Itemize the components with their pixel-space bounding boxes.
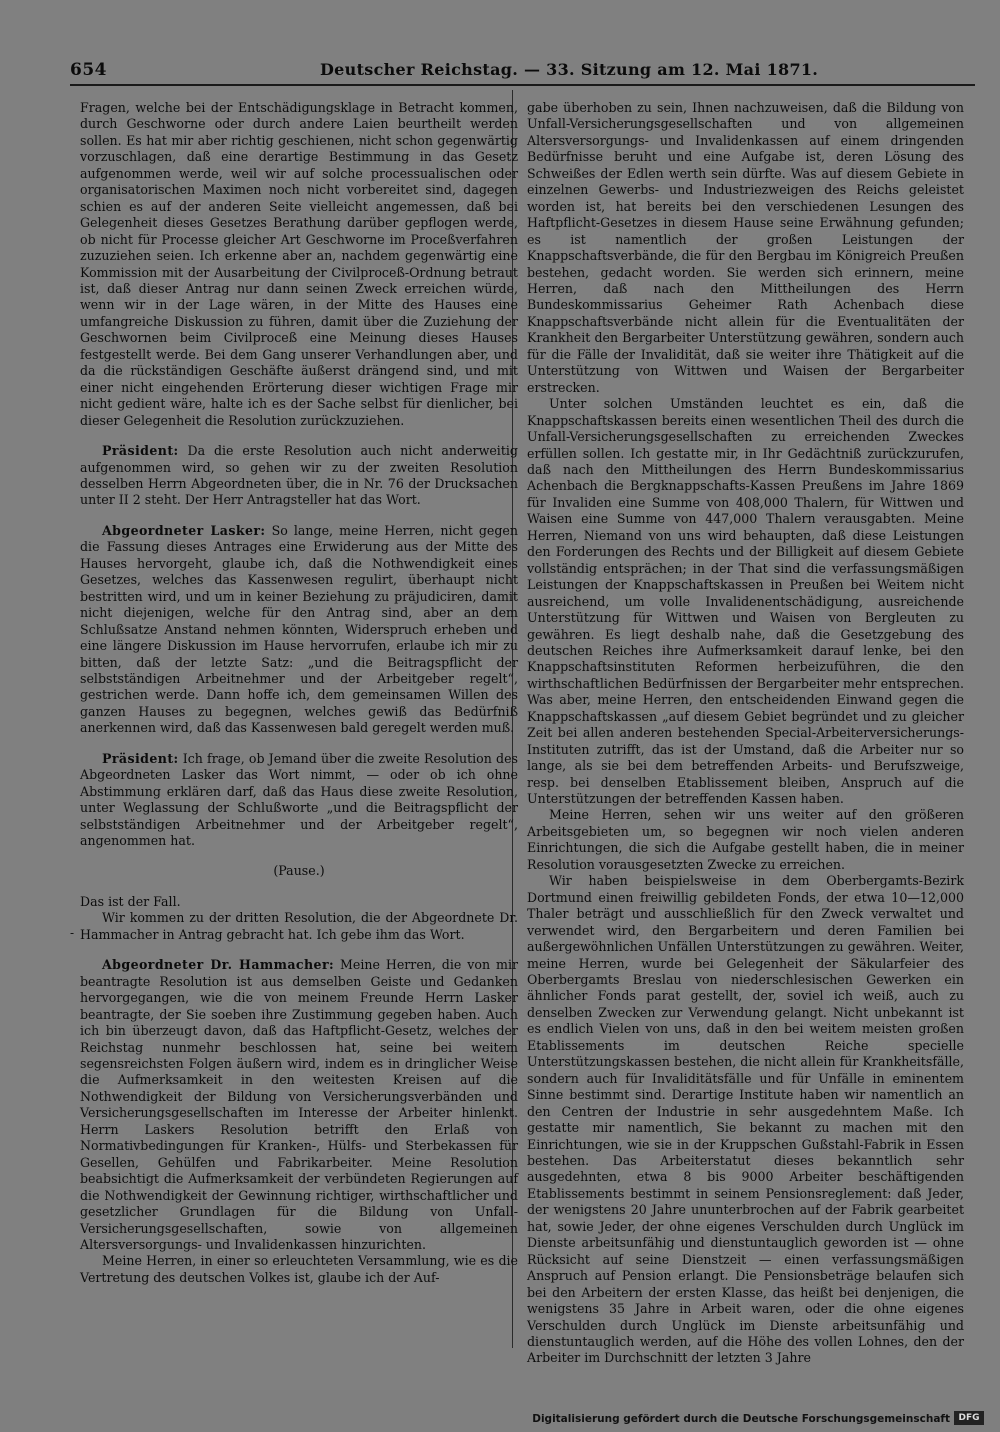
right-column xyxy=(527,100,964,1367)
margin-mark: - xyxy=(70,926,75,940)
paragraph xyxy=(80,957,518,1253)
digitization-credit: Digitalisierung gefördert durch die Deutsche Forschungsgemeinschaft xyxy=(532,1413,950,1425)
paragraph-text: Meine Herren, sehen wir uns weiter auf den größeren Arbeitsgebieten um, so begegnen wir noch vielen anderen Einrichtungen, die sich die Aufgabe gestellt haben, die in meiner Resolution vorausgesetzten Zwecke zu erreichen. xyxy=(527,807,964,872)
dfg-logo: DFG xyxy=(954,1411,984,1425)
speaker-name: Abgeordneter Lasker: xyxy=(102,522,266,538)
header-rule xyxy=(70,84,975,86)
paragraph-text: Meine Herren, in einer so erleuchteten Versammlung, wie es die Vertretung des deutschen Volkes ist, glaube ich der Auf- xyxy=(80,1253,518,1285)
paragraph-text: (Pause.) xyxy=(273,863,325,879)
speaker-name: Präsident: xyxy=(102,750,179,766)
paragraph-text: Fragen, welche bei der Entschädigungsklage in Betracht kommen, durch Geschworne oder durch andere Laien beurtheilt werden sollen. Es hat mir aber richtig geschienen, nicht schon gegenwärtig vorzuschlagen, daß eine derartige Bestimmung in das Gesetz aufgenommen werde, weil wir auf solche processualischen oder organisatorischen Maximen noch nicht vorbereitet sind, dagegen schien es auf der anderen Seite vielleicht angemessen, daß bei Gelegenheit dieses Gesetzes Berathung darüber gepflogen werde, ob nicht für Processe gleicher Art Geschworne im Proceßverfahren zuzuziehen seien. Ich erkenne aber an, nachdem gegenwärtig eine Kommission mit der Ausarbeitung der Civilproceß-Ordnung betraut ist, daß dieser Antrag nur dann seinen Zweck erreichen würde, wenn wir in der Lage wären, in der Mitte des Hauses eine umfangreiche Diskussion zu führen, damit über die Zuziehung der Geschwornen beim Civilproceß eine Meinung dieses Hauses festgestellt werde. Bei dem Gang unserer Verhandlungen aber, und da die rückständigen Geschäfte äußerst drängend sind, und mit einer nicht eingehenden Erörterung dieser wichtigen Frage mir nicht gedient wäre, halte ich es der Sache selbst für dienlicher, bei dieser Gelegenheit die Resolution zurückzuziehen. xyxy=(80,100,518,428)
paragraph-text: Meine Herren, die von mir beantragte Resolution ist aus demselben Geiste und Gedanken hervorgegangen, wie die von meinem Freunde Herrn Lasker beantragte, der Sie soeben ihre Zustimmung gegeben haben. Auch ich bin überzeugt davon, daß das Haftpflicht-Gesetz, welches der Reichstag nunmehr beschlossen hat, seine bei weitem segensreichsten Folgen äußern wird, indem es in dringlicher Weise die Aufmerksamkeit in den weitesten Kreisen auf die Nothwendigkeit der Bildung von Versicherungsverbänden und Versicherungsgesellschaften im Interesse der Arbeiter hinlenkt. Herrn Laskers Resolution betrifft den Erlaß von Normativbedingungen für Kranken-, Hülfs- und Sterbekassen für Gesellen, Gehülfen und Fabrikarbeiter. Meine Resolution beabsichtigt die Aufmerksamkeit der verbündeten Regierungen auf die Nothwendigkeit der Gewinnung richtiger, wirthschaftlicher und gesetzlicher Grundlagen für die Bildung von Unfall-Versicherungsgesellschaften, sowie von allgemeinen Altersversorgungs- und Invalidenkassen hinzurichten. xyxy=(80,957,518,1252)
paragraph xyxy=(80,894,518,910)
paragraph xyxy=(80,1253,518,1286)
paragraph-text: Unter solchen Umständen leuchtet es ein, daß die Knappschaftskassen bereits einen wesentlichen Theil des durch die Unfall-Versicherungsgesellschaften zu erreichenden Zweckes erfüllen sollen. Ich gestatte mir, in Ihr Gedächtniß zurückzurufen, daß nach den Mittheilungen des Herrn Bundeskommissarius Achenbach die Bergknappschafts-Kassen Preußens im Jahre 1869 für Invaliden eine Summe von 408,000 Thalern, für Wittwen und Waisen eine Summe von 447,000 Thalern verausgabten. Meine Herren, Niemand von uns wird behaupten, daß diese Leistungen den Forderungen des Rechts und der Billigkeit auf diesem Gebiete vollständig entsprächen; in der That sind die verfassungsmäßigen Leistungen der Knappschaftskassen in Preußen bei Weitem nicht ausreichend, um volle Invalidenentschädigung, ausreichende Unterstützung für Wittwen und Waisen von Bergleuten zu gewähren. Es liegt deshalb nahe, daß die Gesetzgebung des deutschen Reiches ihre Aufmerksamkeit darauf lenke, bei den Knappschaftsinstituten Reformen herbeizuführen, die den wirthschaftlichen Bedürfnissen der Bergarbeiter mehr entsprechen. Was aber, meine Herren, den entscheidenden Einwand gegen die Knappschaftskassen „auf diesem Gebiet begründet und zu gleicher Zeit bei allen anderen bestehenden Special-Arbeiterversicherungs-Instituten zutrifft, das ist der Umstand, daß die Arbeiter nur so lange, als sie bei dem betreffenden Arbeits- und Berufszweige, resp. bei denselben Etablissement bleiben, Anspruch auf die Unterstützungen der betreffenden Kassen haben. xyxy=(527,396,964,807)
paragraph-text: So lange, meine Herren, nicht gegen die Fassung dieses Antrages eine Erwiderung aus der Mitte des Hauses hervorgeht, glaube ich, daß die Nothwendigkeit eines Gesetzes, welches das Kassenwesen regulirt, überhaupt nicht bestritten wird, und um in keiner Beziehung zu präjudiciren, damit nicht diejenigen, welche für den Antrag sind, aber an dem Schlußsatze Anstand nehmen könnten, Widerspruch erheben und eine längere Diskussion im Hause hervorrufen, erlaube ich mir zu bitten, daß der letzte Satz: „und die Beitragspflicht der selbstständigen Arbeitnehmer und der Arbeitgeber regelt“, gestrichen werde. Dann hoffe ich, dem gemeinsamen Willen des ganzen Hauses zu begegnen, welches gewiß das Bedürfniß anerkennen wird, daß das Kassenwesen bald geregelt werden muß. xyxy=(80,522,518,736)
paragraph xyxy=(527,873,964,1367)
running-head: Deutscher Reichstag. — 33. Sitzung am 12. Mai 1871. xyxy=(320,60,819,79)
paragraph xyxy=(80,100,518,429)
page-number: 654 xyxy=(70,60,107,80)
paragraph-text: Wir haben beispielsweise in dem Oberbergamts-Bezirk Dortmund einen freiwillig gebildeten Fonds, der etwa 10—12,000 Thaler beträgt und ausschließlich für den Zweck verwaltet und verwendet wird, den Bergarbeitern und deren Familien bei außergewöhnlichen Unfällen Unterstützungen zu gewähren. Weiter, meine Herren, wurde bei Gelegenheit der Säkularfeier des Oberbergamts Breslau von niederschlesischen Gewerken ein ähnlicher Fonds parat gestellt, der, soviel ich weiß, auch zu denselben Zwecken zur Verwendung gelangt. Nicht unbekannt ist es endlich Vielen von uns, daß in den bei weitem meisten großen Etablissements im deutschen Reiche specielle Unterstützungskassen bestehen, die nicht allein für Krankheitsfälle, sondern auch für Invaliditätsfälle und für Unfälle in eminentem Sinne bestimmt sind. Derartige Institute haben wir namentlich an den Centren der Industrie in sehr ausgedehntem Maße. Ich gestatte mir namentlich, Sie bekannt zu machen mit den Einrichtungen, wie sie in der Kruppschen Gußstahl-Fabrik in Essen bestehen. Das Arbeiterstatut dieses bekanntlich sehr ausgedehnten, etwa 8 bis 9000 Arbeiter beschäftigenden Etablissements bestimmt in seinem Pensionsreglement: daß Jeder, der wenigstens 20 Jahre ununterbrochen auf der Fabrik gearbeitet hat, sowie Jeder, der ohne eigenes Verschulden durch Unglück im Dienste arbeitsunfähig und dienstuntauglich geworden ist — ohne Rücksicht auf seine Dienstzeit — einen verfassungsmäßigen Anspruch auf Pension erlangt. Die Pensionsbeträge belaufen sich bei den Arbeitern der ersten Klasse, das heißt bei denjenigen, die wenigstens 35 Jahre in Arbeit waren, oder die ohne eigenes Verschulden durch Unglück im Dienste arbeitsunfähig und dienstuntauglich werden, auf die Höhe des vollen Lohnes, den der Arbeiter im Durchschnitt der letzten 3 Jahre xyxy=(527,873,964,1366)
paragraph xyxy=(80,751,518,850)
speaker-name: Präsident: xyxy=(102,443,179,459)
paragraph-text: Da die erste Resolution auch nicht anderweitig aufgenommen wird, so gehen wir zu der zweiten Resolution desselben Herrn Abgeordneten über, die in Nr. 76 der Drucksachen unter II 2 steht. Der Herr Antragsteller hat das Wort. xyxy=(80,443,518,508)
paragraph xyxy=(80,443,518,509)
paragraph-text: gabe überhoben zu sein, Ihnen nachzuweisen, daß die Bildung von Unfall-Versicherungsgesellschaften und von allgemeinen Altersversorgungs- und Invalidenkassen auf einem dringenden Bedürfnisse beruht und eine Aufgabe ist, deren Lösung des Schweißes der Edlen werth sein dürfte. Was auf diesem Gebiete in einzelnen Gewerbs- und Industriezweigen des Reichs geleistet worden ist, hat bereits bei den verschiedenen Lesungen des Haftpflicht-Gesetzes in diesem Hause seine Erwähnung gefunden; es ist namentlich der großen Leistungen der Knappschaftsverbände, die für den Bergbau im Königreich Preußen bestehen, gedacht worden. Sie werden sich erinnern, meine Herren, daß nach den Mittheilungen des Herrn Bundeskommissarius Geheimer Rath Achenbach diese Knappschaftsverbände nicht allein für die Eventualitäten der Krankheit den Bergarbeiter Unterstützung gewähren, sondern auch für die Fälle der Invalidität, daß sie weiter ihre Thätigkeit auf die Unterstützung von Wittwen und Waisen der Bergarbeiter erstrecken. xyxy=(527,100,964,395)
paragraph xyxy=(80,863,518,879)
paragraph-text: Das ist der Fall. xyxy=(80,893,181,909)
paragraph-text: Wir kommen zu der dritten Resolution, die der Abgeordnete Dr. Hammacher in Antrag gebracht hat. Ich gebe ihm das Wort. xyxy=(80,910,518,942)
paragraph xyxy=(527,396,964,807)
left-column xyxy=(80,100,518,1286)
paragraph xyxy=(80,523,518,737)
paragraph xyxy=(527,807,964,873)
paragraph xyxy=(527,100,964,396)
paragraph-text: Ich frage, ob Jemand über die zweite Resolution des Abgeordneten Lasker das Wort nimmt, — oder ob ich ohne Abstimmung erklären darf, daß das Haus diese zweite Resolution, unter Weglassung der Schlußworte „und die Beitragspflicht der selbstständigen Arbeitnehmer und der Arbeitgeber regelt“, angenommen hat. xyxy=(80,750,518,849)
speaker-name: Abgeordneter Dr. Hammacher: xyxy=(102,957,335,973)
paragraph xyxy=(80,910,518,943)
page-header xyxy=(70,56,975,86)
